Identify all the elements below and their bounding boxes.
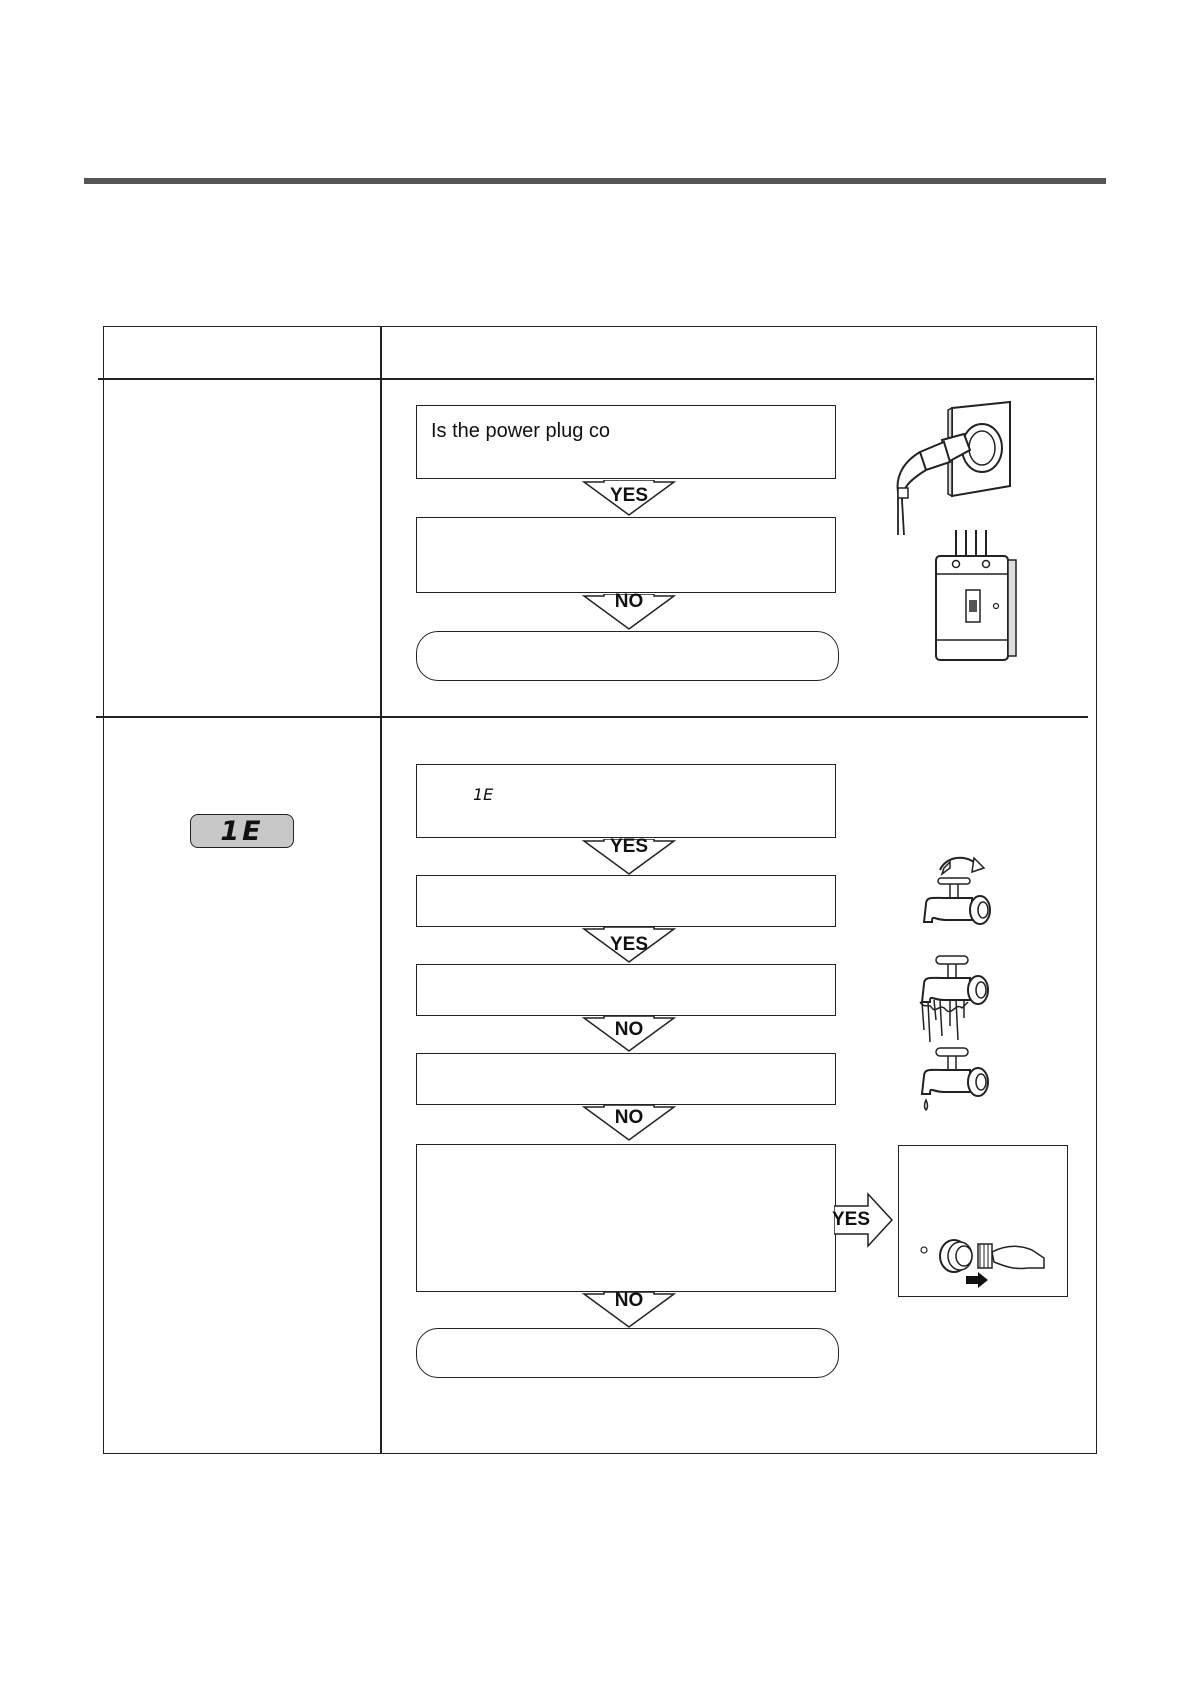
no-label: NO xyxy=(614,1290,644,1311)
service-result-box xyxy=(416,1328,839,1378)
no-label: NO xyxy=(614,1019,644,1040)
power-result-box xyxy=(416,631,839,681)
water-pressure-question-box xyxy=(416,1053,836,1105)
no-label: NO xyxy=(614,591,644,612)
no-label: NO xyxy=(614,1107,644,1128)
section-divider xyxy=(96,716,1088,718)
column-divider xyxy=(380,326,382,1454)
yes-label: YES xyxy=(609,485,649,506)
error-code-question-box xyxy=(416,764,836,838)
error-code-small: 1E xyxy=(473,785,494,804)
inlet-filter-question-box xyxy=(416,1144,836,1292)
tap-frozen-illustration xyxy=(916,950,1002,1046)
error-code-display xyxy=(190,814,294,848)
error-code: 1E xyxy=(220,816,264,847)
circuit-breaker-illustration xyxy=(930,530,1020,670)
header-rule xyxy=(84,178,1106,184)
tap-frozen-question-box xyxy=(416,964,836,1016)
header-row-divider xyxy=(98,378,1094,380)
yes-side-label: YES xyxy=(832,1209,871,1230)
filter-cleaning-illustration xyxy=(918,1232,1048,1292)
tap-turn-illustration xyxy=(920,852,1000,942)
yes-label: YES xyxy=(609,836,649,857)
power-plug-question: Is the power plug co xyxy=(431,420,610,442)
tap-drip-illustration xyxy=(916,1040,1002,1136)
power-plug-question-box xyxy=(416,405,836,479)
yes-label: YES xyxy=(609,934,649,955)
breaker-question-box xyxy=(416,517,836,593)
tap-open-question-box xyxy=(416,875,836,927)
power-plug-illustration xyxy=(890,400,1020,535)
